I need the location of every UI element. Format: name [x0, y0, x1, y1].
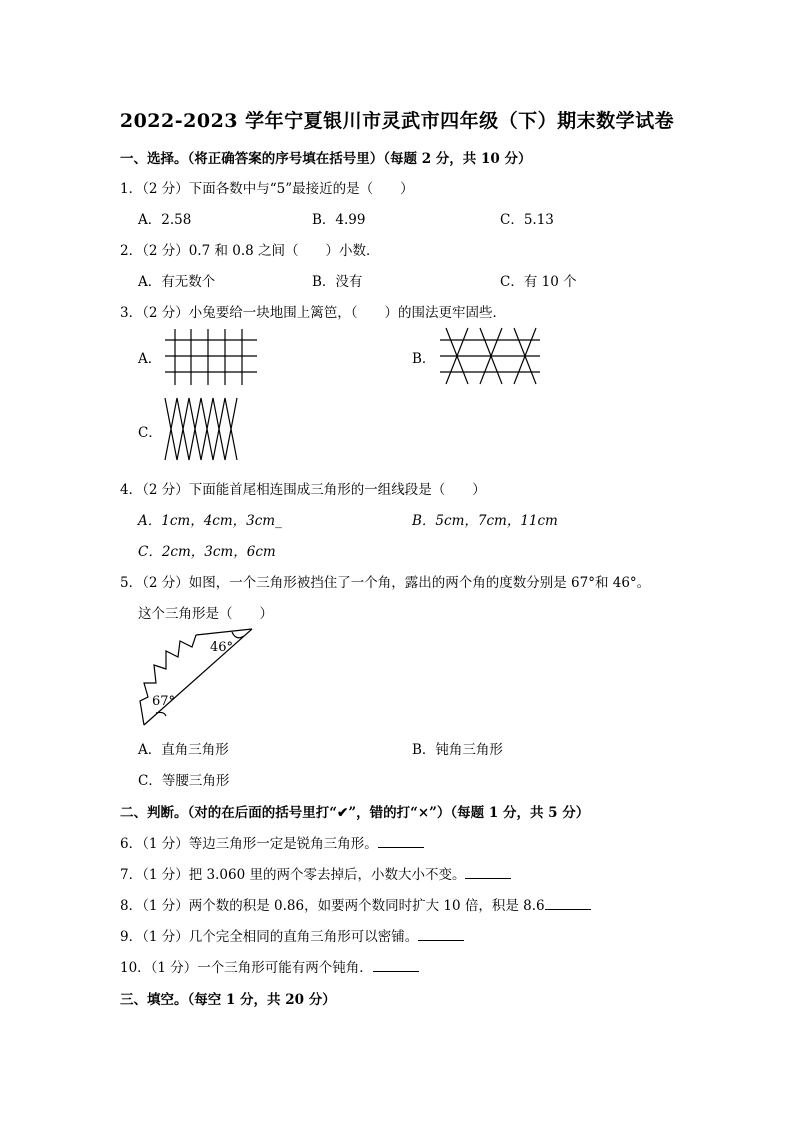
q4-option-a: A．1cm，4cm，3cm_ — [138, 513, 282, 529]
question-9-text: 9．（1 分）几个完全相同的直角三角形可以密铺。 — [120, 929, 419, 945]
answer-blank[interactable] — [373, 959, 419, 972]
fence-lattice-figure — [165, 398, 237, 460]
q4-option-c: C．2cm，3cm，6cm — [138, 544, 276, 560]
q3-option-c: C． — [138, 425, 162, 441]
q2-option-c: C．有 10 个 — [500, 274, 577, 290]
question-8-text: 8．（1 分）两个数的积是 0.86，如要两个数同时扩大 10 倍，积是 8.6 — [120, 898, 545, 914]
fence-cross-rail-figure — [440, 328, 540, 384]
question-10-text: 10．（1 分）一个三角形可能有两个钝角． — [120, 960, 373, 976]
section-heading-fill: 三、填空。（每空 1 分，共 20 分） — [120, 992, 336, 1008]
q5-option-a: A．直角三角形 — [138, 742, 229, 758]
section-heading-choice: 一、选择。（将正确答案的序号填在括号里）（每题 2 分，共 10 分） — [120, 151, 532, 167]
q3-option-a: A． — [138, 351, 162, 367]
q3-option-b: B． — [412, 351, 436, 367]
answer-blank[interactable] — [418, 928, 464, 941]
question-3: 3．（2 分）小兔要给一块地围上篱笆，（ ）的围法更牢固些． — [120, 305, 506, 321]
q1-option-b: B．4.99 — [312, 212, 366, 228]
q5-option-c: C．等腰三角形 — [138, 773, 230, 789]
answer-blank[interactable] — [378, 835, 424, 848]
question-7-text: 7．（1 分）把 3.060 里的两个零去掉后，小数大小不变。 — [120, 867, 466, 883]
answer-blank[interactable] — [465, 866, 511, 879]
question-5: 5．（2 分）如图，一个三角形被挡住了一个角，露出的两个角的度数分别是 67°和 46°。 — [120, 575, 651, 591]
question-6-text: 6．（1 分）等边三角形一定是锐角三角形。 — [120, 836, 378, 852]
fence-grid-figure — [165, 329, 257, 385]
angle-67-label: 67° — [152, 694, 176, 709]
question-4: 4．（2 分）下面能首尾相连围成三角形的一组线段是（ ） — [120, 482, 486, 498]
question-5-line-2: 这个三角形是（ ） — [138, 606, 273, 622]
section-heading-judgment: 二、判断。（对的在后面的括号里打“✔”，错的打“×”）（每题 1 分，共 5 分） — [120, 805, 590, 821]
question-6 — [120, 832, 424, 852]
question-2: 2．（2 分）0.7 和 0.8 之间（ ）小数． — [120, 243, 380, 259]
q2-option-b: B．没有 — [312, 274, 363, 290]
question-8 — [120, 894, 591, 914]
covered-triangle-figure — [136, 627, 254, 727]
q1-option-a: A．2.58 — [138, 212, 192, 228]
q1-option-c: C．5.13 — [500, 212, 554, 228]
question-1: 1．（2 分）下面各数中与“5”最接近的是（ ） — [120, 181, 414, 197]
question-7 — [120, 863, 511, 883]
q4-option-b: B．5cm，7cm，11cm — [412, 513, 558, 529]
page-title: 2022-2023 学年宁夏银川市灵武市四年级（下）期末数学试卷 — [119, 110, 675, 132]
question-9 — [120, 925, 464, 945]
q2-option-a: A．有无数个 — [138, 274, 216, 290]
question-10 — [120, 956, 419, 976]
angle-46-label: 46° — [210, 640, 234, 655]
answer-blank[interactable] — [545, 897, 591, 910]
q5-option-b: B．钝角三角形 — [412, 742, 503, 758]
